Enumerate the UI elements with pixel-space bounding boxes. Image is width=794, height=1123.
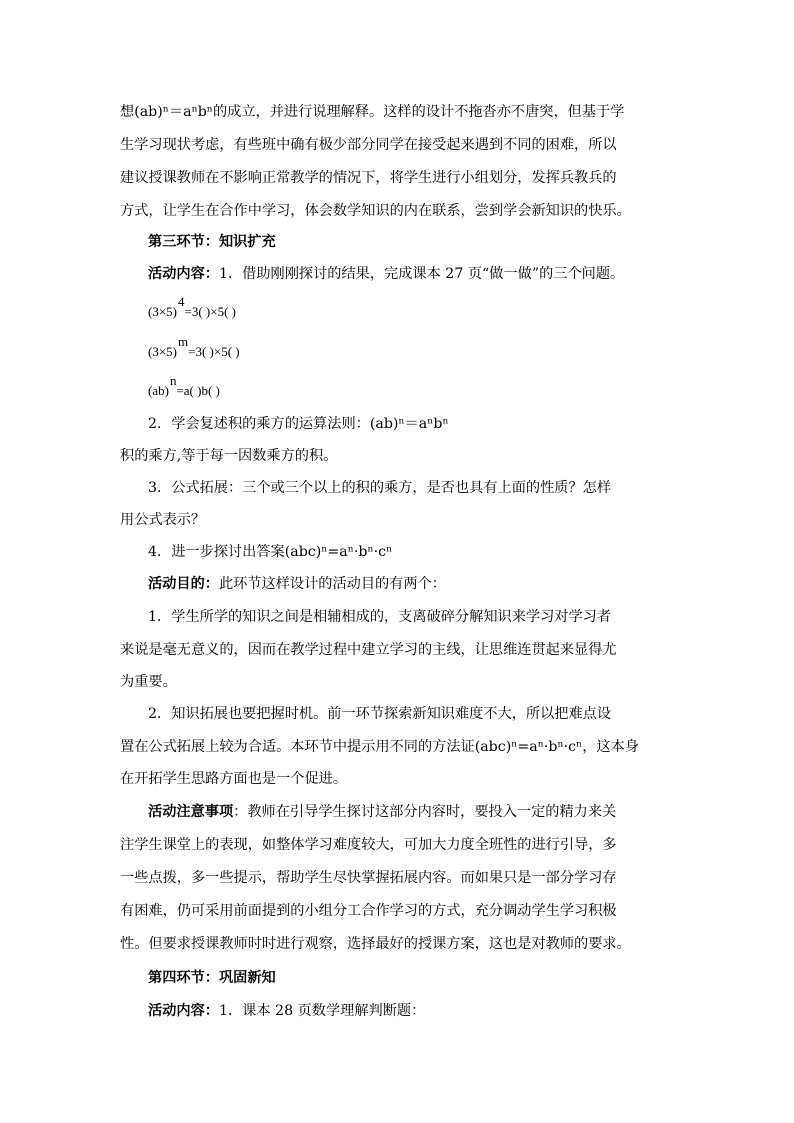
notes-text: ：教师在引导学生探讨这部分内容时，要投入一定的精力来关 (233, 804, 617, 820)
activity-content-line (148, 1001, 708, 1021)
paragraph-line: 想(ab)ⁿ＝aⁿbⁿ的成立，并进行说理解释。这样的设计不拖沓亦不唐突，但基于学 (120, 104, 625, 120)
paragraph-line: 生学习现状考虑，有些班中确有极少部分同学在接受起来遇到不同的困难，所以 (120, 137, 617, 153)
equation-exponent: n (169, 373, 177, 388)
paragraph-line: 置在公式拓展上较为合适。本环节中提示用不同的方法证(abc)ⁿ=aⁿ·bⁿ·cⁿ，这本身 (120, 739, 639, 755)
equation-exponent: m (178, 334, 189, 349)
paragraph-line: 4．进一步探讨出答案(abc)ⁿ=aⁿ·bⁿ·cⁿ (148, 544, 393, 560)
paragraph-line: 建议授课教师在不影响正常教学的情况下，将学生进行小组划分，发挥兵教兵的 (120, 170, 617, 186)
paragraph-line: 注学生课堂上的表现，如整体学习难度较大，可加大力度全班性的进行引导，多 (120, 837, 617, 853)
activity-content-line (148, 264, 708, 284)
paragraph-line: 有困难，仍可采用前面提到的小组分工合作学习的方式，充分调动学生学习积极 (120, 903, 617, 919)
activity-text: 1．课本 28 页数学理解判断题： (218, 1003, 426, 1019)
activity-label: 活动内容： (148, 266, 219, 282)
section-heading-4: 第四环节：巩固新知 (148, 970, 276, 986)
equation-2 (148, 334, 708, 362)
paragraph-line: 积的乘方,等于每一因数乘方的积。 (120, 448, 338, 464)
paragraph-line: 性。但要求授课教师时时进行观察，选择最好的授课方案，这也是对教师的要求。 (120, 936, 631, 952)
section-heading-3: 第三环节：知识扩充 (148, 234, 276, 250)
paragraph-line: 1．学生所学的知识之间是相辅相成的，支离破碎分解知识来学习对学习者 (148, 609, 612, 625)
paragraph-line: 3．公式拓展：三个或三个以上的积的乘方，是否也具有上面的性质？怎样 (148, 480, 612, 496)
paragraph-line: 用公式表示？ (120, 512, 206, 528)
activity-notes-line (148, 802, 708, 822)
notes-label: 活动注意事项 (148, 804, 234, 820)
paragraph-line: 2．知识拓展也要把握时机。前一环节探索新知识难度不大，所以把难点设 (148, 706, 612, 722)
equation-base: (3×5) (148, 344, 177, 359)
paragraph-line: 2．学会复述积的乘方的运算法则：(ab)ⁿ＝aⁿbⁿ (148, 416, 449, 432)
paragraph-line: 方式，让学生在合作中学习，体会数学知识的内在联系，尝到学会新知识的快乐。 (120, 203, 631, 219)
activity-text: 1．借助刚刚探讨的结果，完成课本 27 页“做一做”的三个问题。 (218, 266, 625, 282)
activity-goal-line (148, 574, 708, 594)
equation-exponent: 4 (178, 294, 185, 309)
activity-label: 活动内容： (148, 1003, 219, 1019)
equation-rest: =3( )×5( ) (188, 344, 240, 359)
equation-base: (ab) (148, 383, 169, 398)
equation-3 (148, 373, 708, 401)
goal-text: 此环节这样设计的活动目的有两个： (218, 576, 446, 592)
paragraph-line: 为重要。 (120, 674, 177, 690)
equation-rest: =a( )b( ) (176, 383, 220, 398)
equation-rest: =3( )×5( ) (184, 304, 236, 319)
paragraph-line: 一些点拨，多一些提示，帮助学生尽快掌握拓展内容。而如果只是一部分学习存 (120, 870, 617, 886)
paragraph-line: 来说是毫无意义的，因而在教学过程中建立学习的主线，让思维连贯起来显得尤 (120, 642, 617, 658)
equation-base: (3×5) (148, 304, 177, 319)
goal-label: 活动目的： (148, 576, 219, 592)
paragraph-line: 在开拓学生思路方面也是一个促进。 (120, 771, 348, 787)
equation-1 (148, 294, 708, 322)
